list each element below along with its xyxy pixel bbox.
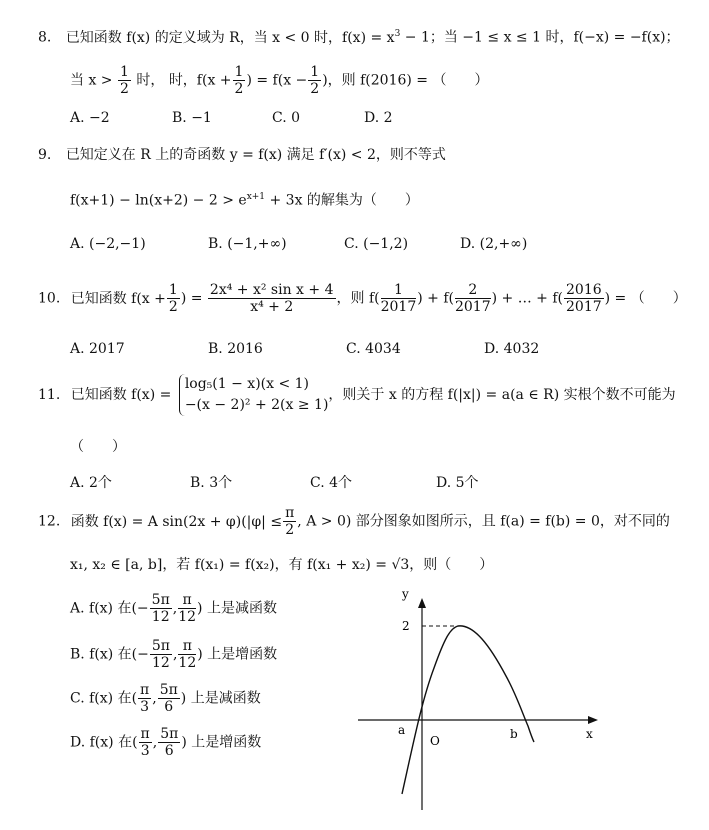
q10-option-b: B. 2016 bbox=[208, 341, 263, 357]
q9-text2a: f(x+1) − ln(x+2) − 2 > e bbox=[70, 192, 247, 209]
q11-line1 bbox=[38, 374, 676, 416]
q11-option-d: D. 5个 bbox=[436, 475, 479, 491]
q10-text-f: ) = （ ） bbox=[604, 290, 687, 307]
q12-line2: x₁, x₂ ∈ [a, b]，若 f(x₁) = f(x₂)，有 f(x₁ + x₂) = √3，则（ ） bbox=[70, 557, 494, 573]
q11-text-a: 已知函数 f(x) = bbox=[70, 387, 172, 403]
q10-option-a: A. 2017 bbox=[70, 341, 125, 357]
q9-text1: 已知定义在 R 上的奇函数 y = f(x) 满足 f′(x) < 2，则不等式 bbox=[65, 147, 446, 163]
q10-option-c: C. 4034 bbox=[346, 341, 401, 357]
q10-number: 10. bbox=[38, 290, 61, 307]
q11-piecewise bbox=[179, 374, 329, 416]
q8-text1b: − 1；当 −1 ≤ x ≤ 1 时，f(−x) = −f(x)； bbox=[400, 29, 680, 46]
q10-frac-half: $\frac{1}{2}$ bbox=[168, 282, 178, 316]
q9-option-b: B. (−1,+∞) bbox=[208, 236, 287, 252]
q8-option-a: A. −2 bbox=[70, 110, 110, 126]
q9-number: 9. bbox=[38, 147, 52, 163]
q9-option-c: C. (−1,2) bbox=[344, 236, 409, 252]
y-axis-arrow bbox=[418, 598, 426, 608]
origin-label: O bbox=[430, 734, 440, 748]
q11-number: 11. bbox=[38, 387, 61, 403]
q12-text-a: 函数 f(x) = A sin(2x + φ)(|φ| ≤ bbox=[70, 513, 283, 530]
q12-number: 12. bbox=[38, 513, 61, 530]
q12-option-d: D. f(x) 在( $\frac{\pi}{3}$ , $\frac{5\pi}{6}$ ) 上是增函数 bbox=[70, 726, 262, 760]
q10-line1 bbox=[38, 282, 687, 315]
x-axis-arrow bbox=[588, 716, 598, 724]
y-label: y bbox=[402, 590, 409, 601]
x-label: x bbox=[586, 727, 593, 741]
q11-option-a: A. 2个 bbox=[70, 475, 112, 491]
a-label: a bbox=[398, 723, 406, 737]
q8-exp: 3 bbox=[394, 29, 401, 39]
q8-line2 bbox=[70, 64, 488, 97]
q11-option-c: C. 4个 bbox=[310, 475, 353, 491]
q8-number: 8. bbox=[38, 29, 52, 46]
q8-option-c: C. 0 bbox=[272, 110, 301, 126]
q10-frac-2: $\frac{2}{2017}$ bbox=[454, 282, 491, 316]
q8-line1 bbox=[38, 30, 680, 45]
q8-text2a: 当 x > bbox=[70, 72, 113, 89]
q10-option-d: D. 4032 bbox=[484, 341, 540, 357]
q8-text1: 已知函数 f(x) 的定义域为 R，当 x < 0 时，f(x) = x bbox=[65, 29, 395, 46]
q12-option-c: C. f(x) 在( $\frac{\pi}{3}$ , $\frac{5\pi}{6}$ ) 上是减函数 bbox=[70, 682, 261, 716]
q9-exp: x+1 bbox=[246, 192, 266, 202]
q8-text2b: 时，f(x + bbox=[168, 72, 232, 89]
q12-line1 bbox=[38, 505, 670, 538]
max-label: 2 bbox=[402, 619, 410, 633]
q8-frac3: $\frac{1}{2}$ bbox=[310, 64, 320, 98]
q11-text-b: ，则关于 x 的方程 f(|x|) = a(a ∈ R) 实根个数不可能为 bbox=[328, 387, 676, 403]
q11-paren: （ ） bbox=[70, 439, 126, 455]
q9-option-d: D. (2,+∞) bbox=[460, 236, 528, 252]
q11-case2: −(x − 2)² + 2(x ≥ 1) bbox=[184, 397, 329, 413]
q8-frac1: $\frac{1}{2}$ bbox=[119, 64, 129, 98]
q10-frac-main: $\frac{\text{2x⁴ + x² sin x + 4}}{\text{x⁴ + 2}}$ bbox=[209, 282, 334, 316]
q12-text-b: , A > 0) 部分图象如图所示，且 f(a) = f(b) = 0，对不同的 bbox=[297, 513, 670, 530]
q8-text2d: )，则 f(2016) = （ ） bbox=[322, 72, 489, 89]
q9-line2 bbox=[70, 193, 419, 208]
q8-option-d: D. 2 bbox=[364, 110, 393, 126]
q8-text2c: ) = f(x − bbox=[246, 72, 308, 89]
q10-text-b: ) = bbox=[180, 290, 203, 307]
q10-text-d: ) + f( bbox=[417, 290, 454, 307]
q12-option-a: A. f(x) 在(− $\frac{5\pi}{12}$ , $\frac{\pi}{12}$ ) 上是减函数 bbox=[70, 592, 277, 626]
q8-option-b: B. −1 bbox=[172, 110, 212, 126]
q12-option-b: B. f(x) 在(− $\frac{5\pi}{12}$ , $\frac{\pi}{12}$ ) 上是增函数 bbox=[70, 638, 278, 672]
q11-option-b: B. 3个 bbox=[190, 475, 233, 491]
sine-graph bbox=[350, 590, 610, 820]
q12-frac-pi2: $\frac{\pi}{2}$ bbox=[285, 505, 295, 539]
q10-text-e: ) + … + f( bbox=[491, 290, 563, 307]
b-label: b bbox=[510, 727, 518, 741]
q10-frac-3: $\frac{2016}{2017}$ bbox=[566, 282, 602, 316]
q10-text-c: ，则 f( bbox=[336, 290, 380, 307]
q8-text2-tail: 时， bbox=[131, 72, 165, 89]
q10-text-a: 已知函数 f(x + bbox=[70, 290, 166, 307]
q9-option-a: A. (−2,−1) bbox=[70, 236, 146, 252]
q10-frac-1: $\frac{1}{2017}$ bbox=[380, 282, 417, 316]
q11-case1: log₅(1 − x)(x < 1) bbox=[184, 376, 310, 392]
q9-line1 bbox=[38, 148, 446, 162]
q8-frac2: $\frac{1}{2}$ bbox=[234, 64, 244, 98]
q9-text2b: + 3x 的解集为（ ） bbox=[265, 192, 419, 209]
